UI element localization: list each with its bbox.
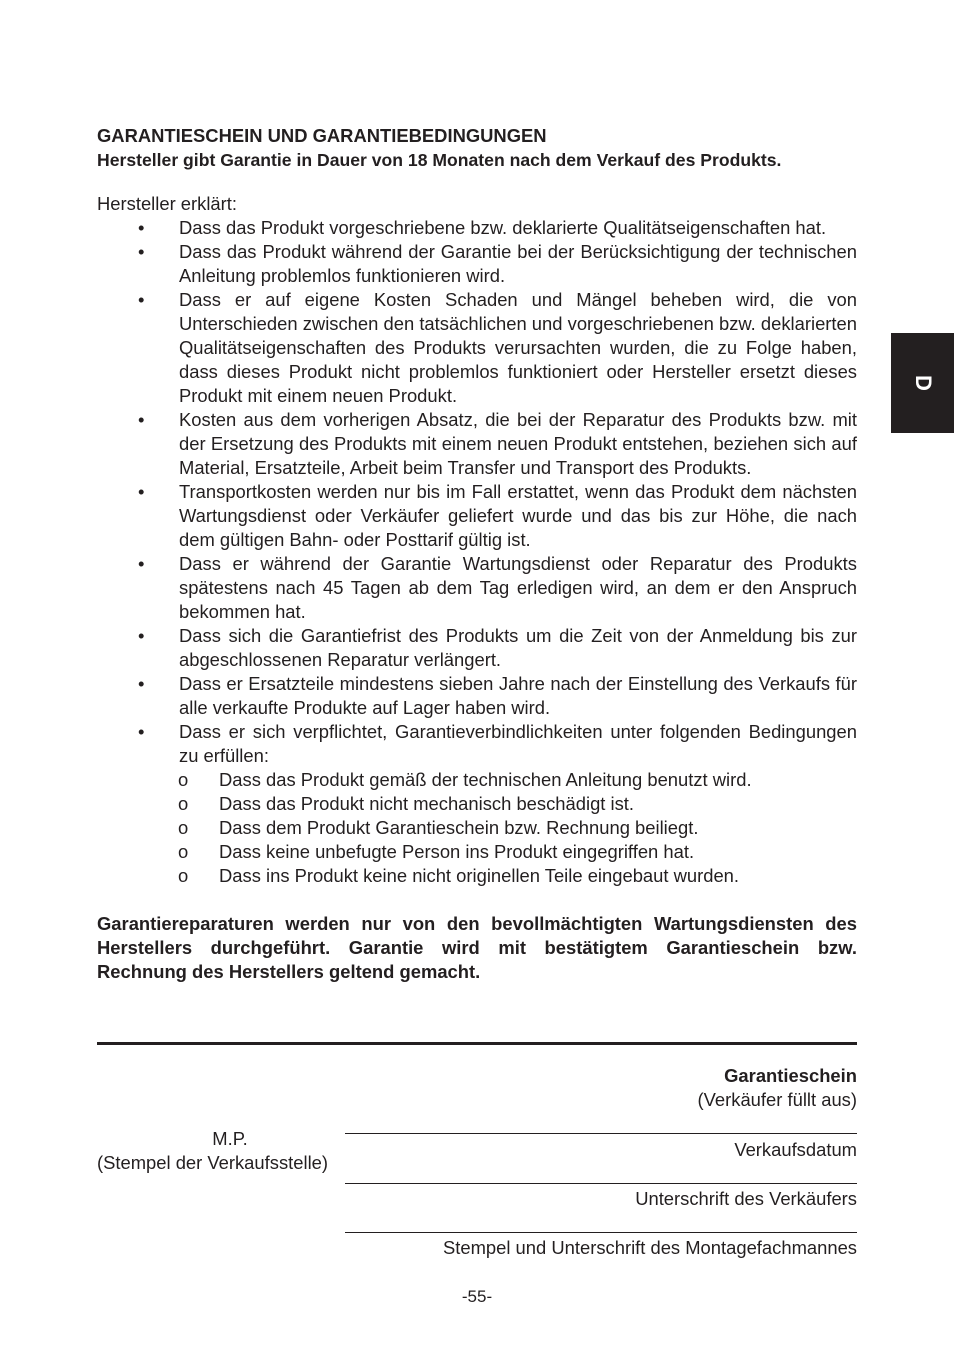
- bullet-icon: •: [138, 217, 145, 238]
- circle-bullet-icon: o: [178, 769, 189, 790]
- bullet-icon: •: [138, 241, 145, 262]
- list-item: [97, 720, 857, 768]
- bullet-icon: •: [138, 721, 145, 742]
- seller-signature-line: [345, 1183, 857, 1184]
- list-item: [97, 624, 857, 672]
- list-item: [97, 288, 857, 408]
- stamp-label: M.P.: [212, 1128, 248, 1149]
- section-divider: [97, 1042, 857, 1045]
- list-item: [97, 240, 857, 288]
- list-item-text: Dass sich die Garantiefrist des Produkts um die Zeit von der Anmeldung bis zur abgeschlossenen Reparatur verlängert.: [179, 625, 857, 670]
- intro-text: Hersteller erklärt:: [97, 193, 238, 214]
- sale-date-line: [345, 1133, 857, 1134]
- installer-signature-line: [345, 1232, 857, 1233]
- circle-bullet-icon: o: [178, 865, 189, 886]
- list-item-text: Dass das Produkt vorgeschriebene bzw. deklarierte Qualitätseigenschaften hat.: [179, 217, 827, 238]
- bullet-icon: •: [138, 673, 145, 694]
- sub-list-item-text: Dass ins Produkt keine nicht originellen Teile eingebaut wurden.: [219, 865, 740, 886]
- page-title: GARANTIESCHEIN UND GARANTIEBEDINGUNGEN: [97, 125, 547, 146]
- bullet-icon: •: [138, 625, 145, 646]
- list-item: [97, 672, 857, 720]
- sub-list-item-text: Dass dem Produkt Garantieschein bzw. Rechnung beiliegt.: [219, 817, 699, 838]
- sub-list-item-text: Dass das Produkt nicht mechanisch beschädigt ist.: [219, 793, 635, 814]
- form-title: Garantieschein: [724, 1065, 857, 1086]
- form-subtitle: (Verkäufer füllt aus): [697, 1089, 857, 1110]
- seller-signature-label: Unterschrift des Verkäufers: [635, 1188, 857, 1209]
- bullet-icon: •: [138, 553, 145, 574]
- language-tab-label: D: [910, 375, 936, 391]
- list-item: [97, 480, 857, 552]
- sub-list-item: [97, 768, 857, 792]
- bullet-icon: •: [138, 481, 145, 502]
- warranty-note: Garantiereparaturen werden nur von den bevollmächtigten Wartungsdiensten des Herstellers durchgeführt. Garantie wird mit bestätigtem Garantieschein bzw. Rechnung des Herstellers geltend gemacht.: [97, 913, 857, 982]
- list-item: [97, 552, 857, 624]
- installer-signature-label: Stempel und Unterschrift des Montagefachmannes: [442, 1237, 857, 1258]
- conditions-list: [97, 768, 857, 888]
- circle-bullet-icon: o: [178, 817, 189, 838]
- list-item: [97, 408, 857, 480]
- sub-list-item-text: Dass keine unbefugte Person ins Produkt eingegriffen hat.: [219, 841, 695, 862]
- sale-date-label: Verkaufsdatum: [734, 1139, 857, 1160]
- bullet-icon: •: [138, 289, 145, 310]
- list-item-text: Dass er während der Garantie Wartungsdienst oder Reparatur des Produkts spätestens nach 45 Tagen ab dem Tag erledigen wird, an dem er den Anspruch bekommen hat.: [179, 553, 857, 622]
- page-number: -55-: [461, 1287, 493, 1306]
- warranty-content: [97, 124, 857, 984]
- bullet-icon: •: [138, 409, 145, 430]
- declaration-list: [97, 216, 857, 768]
- list-item-text: Dass er auf eigene Kosten Schaden und Mängel beheben wird, die von Unterschieden zwischen den tatsächlichen und vorgeschriebenen bzw. deklarierten Qualitätseigenschaften des Produkts verursachten wurden, die zu Folge haben, dass dieses Produkt nicht problemlos funktioniert oder Hersteller ersetzt dieses Produkt mit einem neuen Produkt.: [179, 289, 857, 406]
- list-item-text: Transportkosten werden nur bis im Fall erstattet, wenn das Produkt dem nächsten Wartungsdienst oder Verkäufer geliefert wurde und das bis zur Höhe, die nach dem gültigen Bahn- oder Posttarif gültig ist.: [179, 481, 857, 550]
- sub-list-item: [97, 864, 857, 888]
- list-item-text: Dass das Produkt während der Garantie bei der Berücksichtigung der technischen Anleitung problemlos funktionieren wird.: [179, 241, 857, 286]
- circle-bullet-icon: o: [178, 841, 189, 862]
- sub-list-item: [97, 792, 857, 816]
- stamp-caption: (Stempel der Verkaufsstelle): [97, 1152, 329, 1173]
- list-item: [97, 216, 857, 240]
- list-item-text: Dass er Ersatzteile mindestens sieben Jahre nach der Einstellung des Verkaufs für alle verkaufte Produkte auf Lager haben wird.: [179, 673, 857, 718]
- list-item-text: Dass er sich verpflichtet, Garantieverbindlichkeiten unter folgenden Bedingungen zu erfüllen:: [179, 721, 857, 766]
- circle-bullet-icon: o: [178, 793, 189, 814]
- sub-list-item-text: Dass das Produkt gemäß der technischen Anleitung benutzt wird.: [219, 769, 752, 790]
- sub-list-item: [97, 816, 857, 840]
- page-subtitle: Hersteller gibt Garantie in Dauer von 18 Monaten nach dem Verkauf des Produkts.: [97, 150, 782, 170]
- language-tab: [891, 333, 954, 433]
- sub-list-item: [97, 840, 857, 864]
- list-item-text: Kosten aus dem vorherigen Absatz, die bei der Reparatur des Produkts bzw. mit der Ersetzung des Produkts mit einem neuen Produkt entstehen, beziehen sich auf Material, Ersatzteile, Arbeit beim Transfer und Transport des Produkts.: [179, 409, 857, 478]
